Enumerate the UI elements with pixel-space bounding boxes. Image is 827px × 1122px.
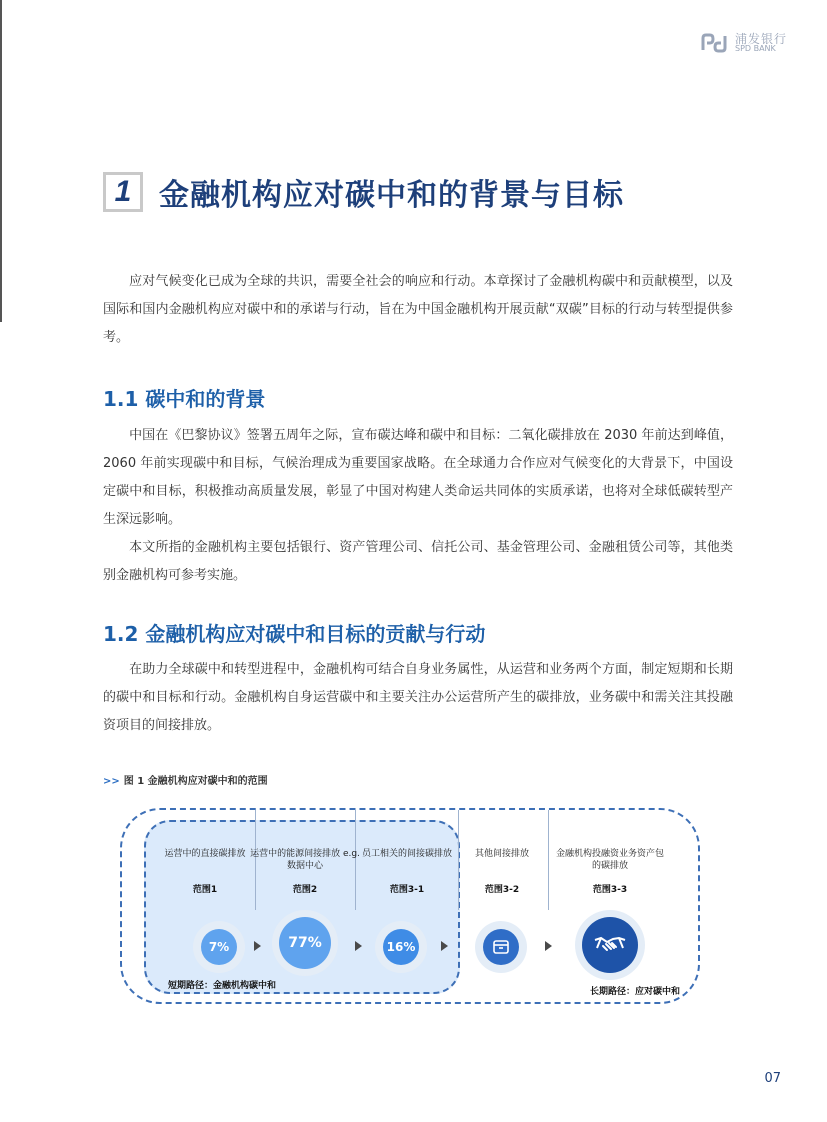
spdb-logo-icon	[699, 32, 729, 54]
scope-name: 范围3-1	[389, 885, 425, 895]
chapter-intro	[103, 268, 733, 352]
chapter-intro-text: 应对气候变化已成为全球的共识，需要全社会的响应和行动。本章探讨了金融机构碳中和贡献模型，以及国际和国内金融机构应对碳中和的承诺与行动，旨在为中国金融机构开展贡献“双碳”目标的行动与转型提供参考。	[103, 274, 733, 345]
scope-1	[150, 848, 260, 895]
scope-name: 范围3-2	[484, 885, 520, 895]
handshake-icon	[593, 934, 627, 956]
section-1-1-paragraph-2	[103, 534, 733, 590]
chapter-title: 金融机构应对碳中和的背景与目标	[159, 178, 624, 213]
scope-description: 其他间接排放	[474, 849, 529, 859]
scope-description: 运营中的能源间接排放 e.g. 数据中心	[250, 849, 360, 871]
scope-3-2-ring	[475, 921, 527, 973]
chapter-number: 1	[103, 172, 143, 212]
scope-3-3-badge	[582, 917, 638, 973]
brand-name-cn: 浦发银行	[734, 31, 787, 46]
section-title-1-2: 1.2 金融机构应对碳中和目标的贡献与行动	[103, 622, 486, 646]
scope-description: 员工相关的间接碳排放	[361, 849, 452, 859]
caption-chevron-icon: >>	[103, 776, 120, 787]
section-1-1-paragraph-1	[103, 422, 733, 534]
scope-1-ring	[193, 921, 245, 973]
scope-description: 运营中的直接碳排放	[164, 849, 246, 859]
flow-arrow-icon	[545, 941, 552, 951]
flow-arrow-icon	[441, 941, 448, 951]
scope-3-2-badge	[483, 929, 519, 965]
page-number: 07	[764, 1071, 781, 1086]
chapter-heading	[103, 170, 624, 214]
scope-2-value: 77%	[279, 917, 331, 969]
scope-3-1	[352, 848, 462, 895]
scope-2	[250, 848, 360, 895]
brand-name-en: SPD BANK	[734, 44, 776, 54]
scope-description: 金融机构投融资业务资产包的碳排放	[555, 849, 664, 871]
figure-caption	[103, 772, 268, 787]
scope-2-ring	[272, 910, 338, 976]
brand-logo	[699, 32, 787, 54]
scope-name: 范围3-3	[592, 885, 628, 895]
section-1-2-paragraph-1	[103, 656, 733, 740]
scope-1-value: 7%	[201, 929, 237, 965]
section-1-1-p2-text: 本文所指的金融机构主要包括银行、资产管理公司、信托公司、基金管理公司、金融租赁公司等，其他类别金融机构可参考实施。	[103, 540, 733, 583]
short-term-path-label: 短期路径：金融机构碳中和	[168, 981, 277, 991]
left-margin-rule	[0, 0, 2, 322]
scope-3-2	[447, 848, 557, 895]
scope-3-1-value: 16%	[383, 929, 419, 965]
section-1-2-p1-text: 在助力全球碳中和转型进程中，金融机构可结合自身业务属性，从运营和业务两个方面，制定短期和长期的碳中和目标和行动。金融机构自身运营碳中和主要关注办公运营所产生的碳排放，业务碳中和需关注其投融资项目的间接排放。	[103, 662, 733, 733]
scope-3-1-ring	[375, 921, 427, 973]
long-term-path-label: 长期路径：应对碳中和	[590, 987, 681, 997]
scope-name: 范围2	[292, 885, 318, 895]
carbon-scope-figure	[120, 808, 702, 1008]
box-icon	[492, 938, 510, 956]
flow-arrow-icon	[254, 941, 261, 951]
figure-caption-text: 图 1 金融机构应对碳中和的范围	[123, 776, 268, 787]
scope-3-3-ring	[575, 910, 645, 980]
section-title-1-1: 1.1 碳中和的背景	[103, 387, 266, 411]
scope-3-3	[555, 848, 665, 895]
scope-name: 范围1	[192, 885, 218, 895]
flow-arrow-icon	[355, 941, 362, 951]
section-1-1-p1-text: 中国在《巴黎协议》签署五周年之际，宣布碳达峰和碳中和目标：二氧化碳排放在 2030 年前达到峰值，2060 年前实现碳中和目标，气候治理成为重要国家战略。在全球通力合作应对气候变化的大背景下，中国设定碳中和目标，积极推动高质量发展，彰显了中国对构建人类命运共同体的实质承诺，也将对全球低碳转型产生深远影响。	[103, 428, 733, 527]
